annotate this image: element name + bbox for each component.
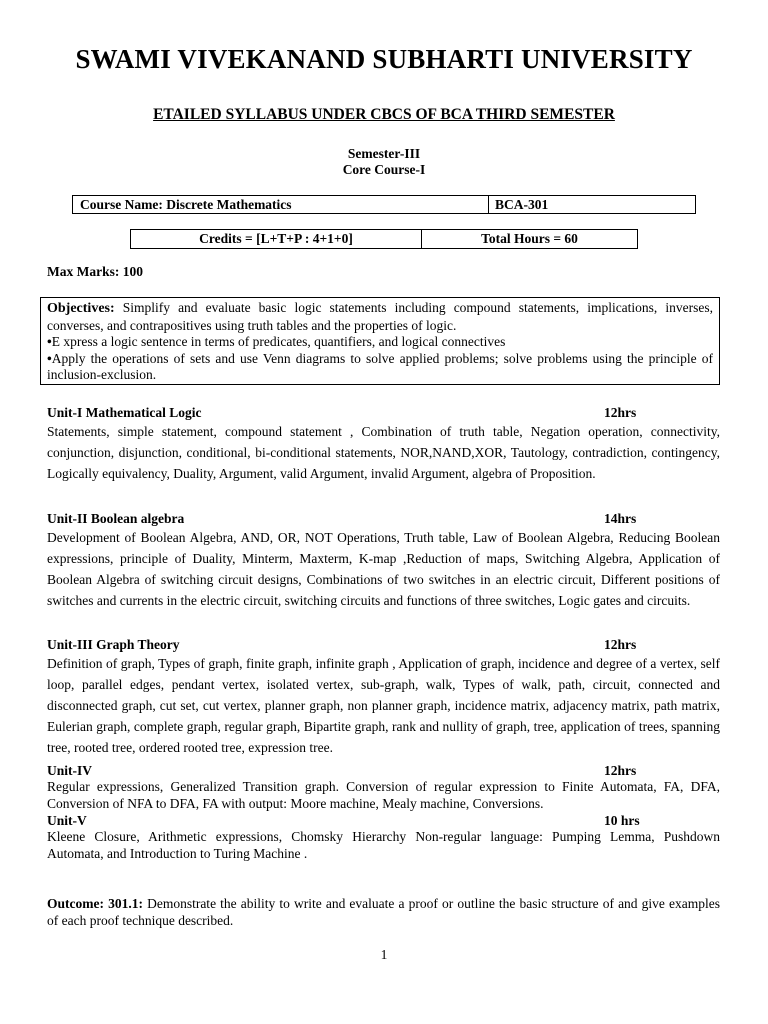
max-marks: Max Marks: 100 [47, 264, 143, 279]
unit-content: Kleene Closure, Arithmetic expressions, Chomsky Hierarchy Non-regular language: Pumping Lemma, Pushdown Automata, and Introduction to Turing Machine . [47, 829, 720, 861]
credits-table [130, 229, 638, 249]
objectives-intro-text: Simplify and evaluate basic logic statements including compound statements, implications, inverses, converses, and contrapositives using truth tables and the properties of logic. [47, 300, 713, 333]
unit-heading [47, 762, 720, 779]
course-name-table [72, 195, 696, 214]
unit-title: Unit-I Mathematical Logic [47, 405, 202, 420]
unit-title: Unit-III Graph Theory [47, 637, 180, 652]
objectives-box [40, 297, 720, 385]
unit-content: Development of Boolean Algebra, AND, OR, NOT Operations, Truth table, Law of Boolean Algebra, Reducing Boolean expressions, principle of Duality, Minterm, Maxterm, K-map ,Reduction of maps, Switching Algebra, Application of Boolean Algebra of switching circuit designs, Combinations of two switches in an electric circuit, Different positions of switches and currents in the electric circuit, switching circuits and functions of three switches, Logic gates and circuits. [47, 530, 720, 608]
semester-block [0, 146, 768, 178]
objectives-label: Objectives: [47, 301, 115, 316]
unit-title: Unit-V [47, 813, 87, 828]
unit-2-section [47, 510, 720, 611]
outcome-paragraph [47, 896, 720, 929]
course-name-cell: Course Name: Discrete Mathematics [73, 196, 489, 213]
unit-1-section [47, 404, 720, 484]
unit-content: Definition of graph, Types of graph, finite graph, infinite graph , Application of graph, incidence and degree of a vertex, self loop, parallel edges, pendant vertex, isolated vertex, sub-graph, walk, Types of walk, path, circuit, connected and disconnected graph, cut set, cut vertex, planner graph, non planner graph, incidence matrix, adjacency matrix, path matrix, Eulerian graph, complete graph, regular graph, Bipartite graph, rank and nullity of graph, tree, application of trees, spanning tree, rooted tree, ordered rooted tree, expression tree. [47, 656, 720, 755]
course-code-cell: BCA-301 [495, 197, 549, 212]
unit-title: Unit-II Boolean algebra [47, 511, 185, 526]
unit-5-section [47, 812, 720, 862]
unit-hours: 12hrs [604, 405, 637, 420]
outcome-label: Outcome: 301.1: [47, 896, 143, 911]
credits-cell: Credits = [L+T+P : 4+1+0] [131, 230, 422, 248]
unit-3-section [47, 636, 720, 758]
objective-bullet [47, 351, 713, 384]
core-course-label: Core Course-I [342, 162, 426, 177]
syllabus-subtitle: ETAILED SYLLABUS UNDER CBCS OF BCA THIRD SEMESTER [153, 106, 615, 123]
objective-bullet-text: E xpress a logic sentence in terms of predicates, quantifiers, and logical connectives [51, 334, 506, 349]
outcome-text: Demonstrate the ability to write and evaluate a proof or outline the basic structure of and give examples of each proof technique described. [47, 896, 720, 928]
objectives-intro [47, 300, 713, 334]
unit-heading [47, 636, 720, 653]
page-number: 1 [380, 947, 388, 962]
unit-content: Statements, simple statement, compound statement , Combination of truth table, Negation operation, connectivity, conjunction, disjunction, conditional, bi-conditional statements, NOR,NAND,XOR, Tautology, contradiction, contingency, Logically equivalency, Duality, Argument, valid Argument, invalid Argument, algebra of Proposition. [47, 424, 720, 481]
unit-content: Regular expressions, Generalized Transition graph. Conversion of regular expression to Finite Automata, FA, DFA, Conversion of NFA to DFA, FA with output: Moore machine, Mealy machine, Conversions. [47, 779, 720, 811]
university-title: SWAMI VIVEKANAND SUBHARTI UNIVERSITY [75, 44, 693, 74]
unit-heading [47, 812, 720, 829]
unit-hours: 12hrs [604, 637, 637, 652]
unit-heading [47, 404, 720, 421]
objective-bullet-text: Apply the operations of sets and use Venn diagrams to solve applied problems; solve problems using the principle of inclusion-exclusion. [47, 350, 713, 382]
unit-hours: 10 hrs [604, 813, 640, 828]
semester-label: Semester-III [347, 146, 421, 161]
unit-heading [47, 510, 720, 527]
total-hours-cell: Total Hours = 60 [481, 231, 578, 246]
unit-4-section [47, 762, 720, 812]
unit-hours: 12hrs [604, 763, 637, 778]
unit-hours: 14hrs [604, 511, 637, 526]
objective-bullet [47, 334, 713, 351]
unit-title: Unit-IV [47, 763, 93, 778]
